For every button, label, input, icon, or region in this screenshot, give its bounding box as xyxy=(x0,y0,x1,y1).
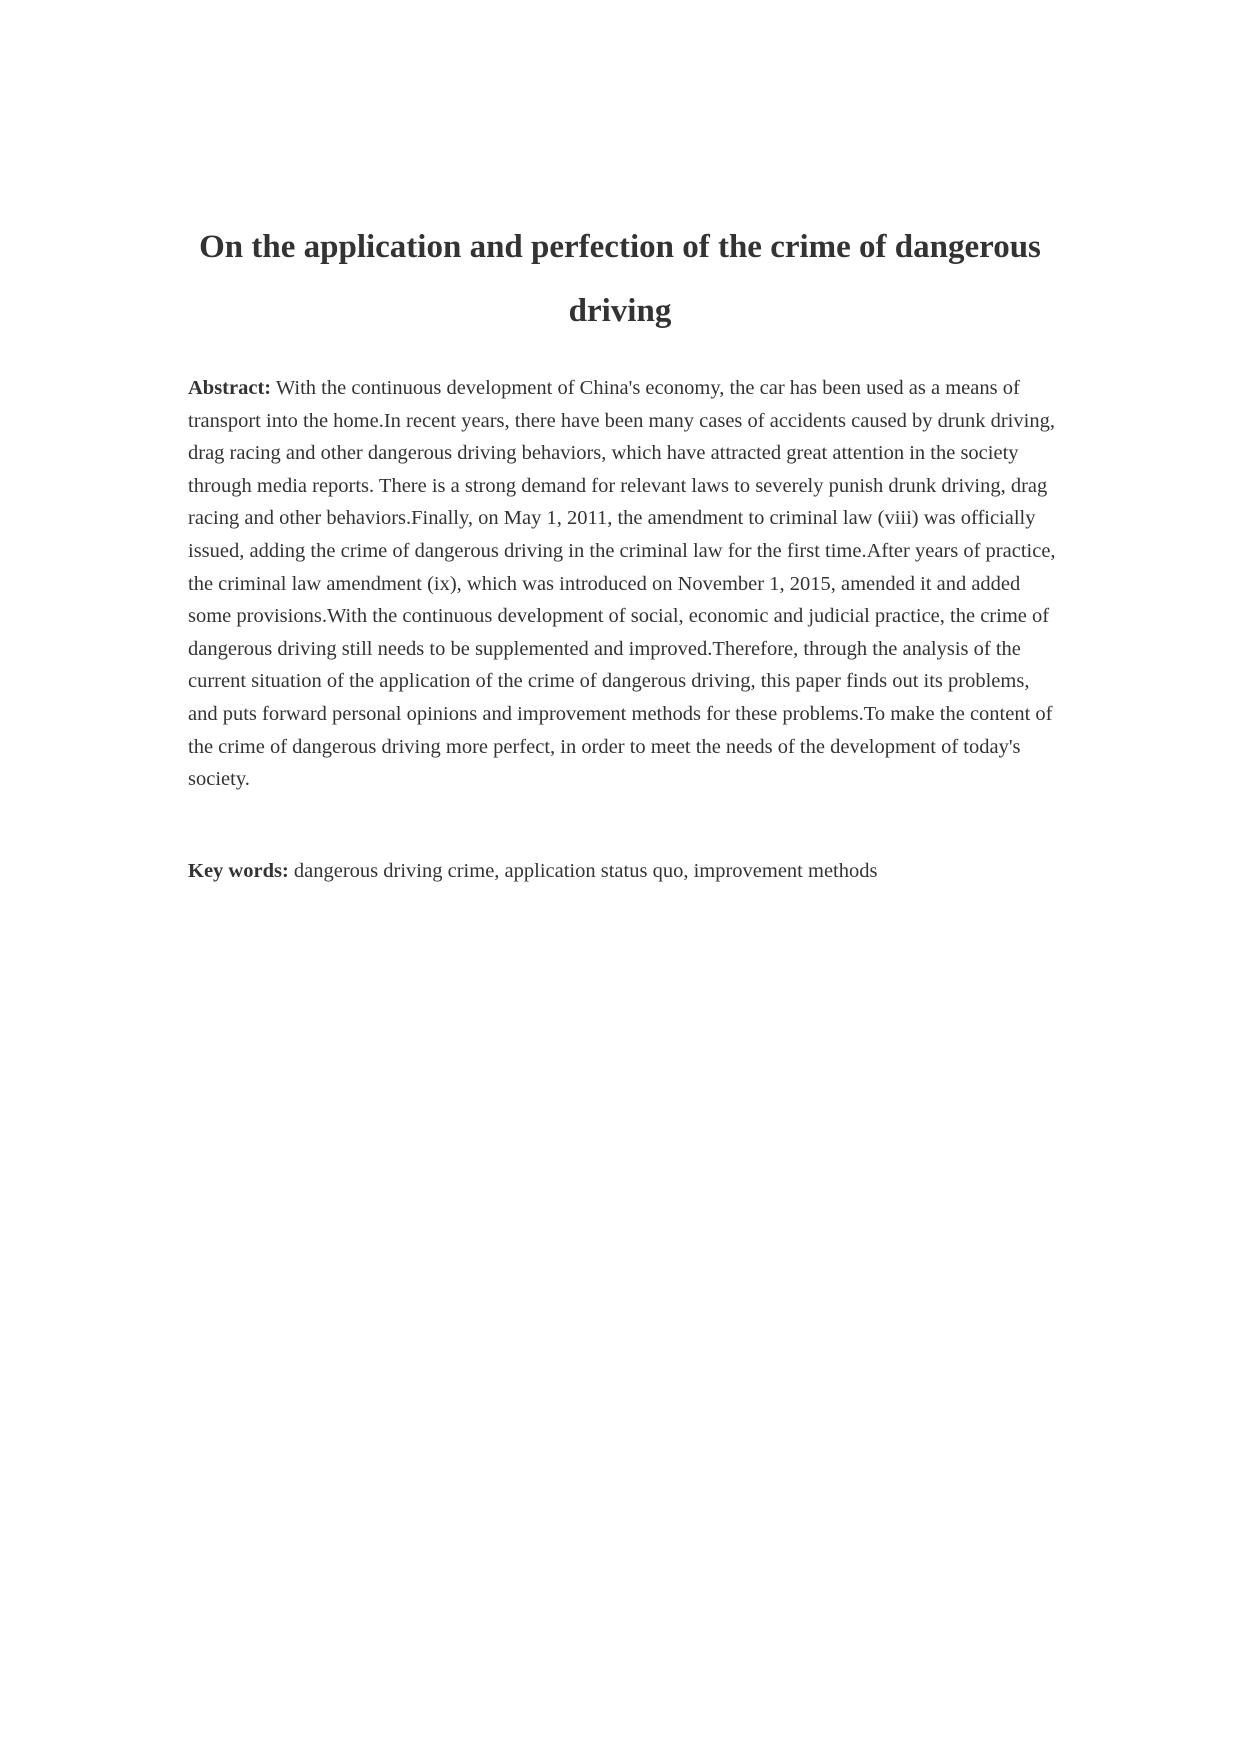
keywords-paragraph xyxy=(188,855,1058,888)
keywords-label: Key words: xyxy=(188,860,289,882)
abstract-text: With the continuous development of China's economy, the car has been used as a means of transport into the home.In recent years, there have been many cases of accidents caused by drunk driving, drag racing and other dangerous driving behaviors, which have attracted great attention in the society through media reports. There is a strong demand for relevant laws to severely punish drunk driving, drag racing and other behaviors.Finally, on May 1, 2011, the amendment to criminal law (viii) was officially issued, adding the crime of dangerous driving in the criminal law for the first time.After years of practice, the criminal law amendment (ix), which was introduced on November 1, 2015, amended it and added some provisions.With the continuous development of social, economic and judicial practice, the crime of dangerous driving still needs to be supplemented and improved.Therefore, through the analysis of the current situation of the application of the crime of dangerous driving, this paper finds out its problems, and puts forward personal opinions and improvement methods for these problems.To make the content of the crime of dangerous driving more perfect, in order to meet the needs of the development of today's society. xyxy=(188,377,1056,791)
paper-title: On the application and perfection of the crime of dangerous driving xyxy=(199,229,1041,329)
abstract-paragraph xyxy=(188,372,1058,796)
keywords-text: dangerous driving crime, application status quo, improvement methods xyxy=(293,860,878,882)
abstract-label: Abstract: xyxy=(188,377,272,399)
